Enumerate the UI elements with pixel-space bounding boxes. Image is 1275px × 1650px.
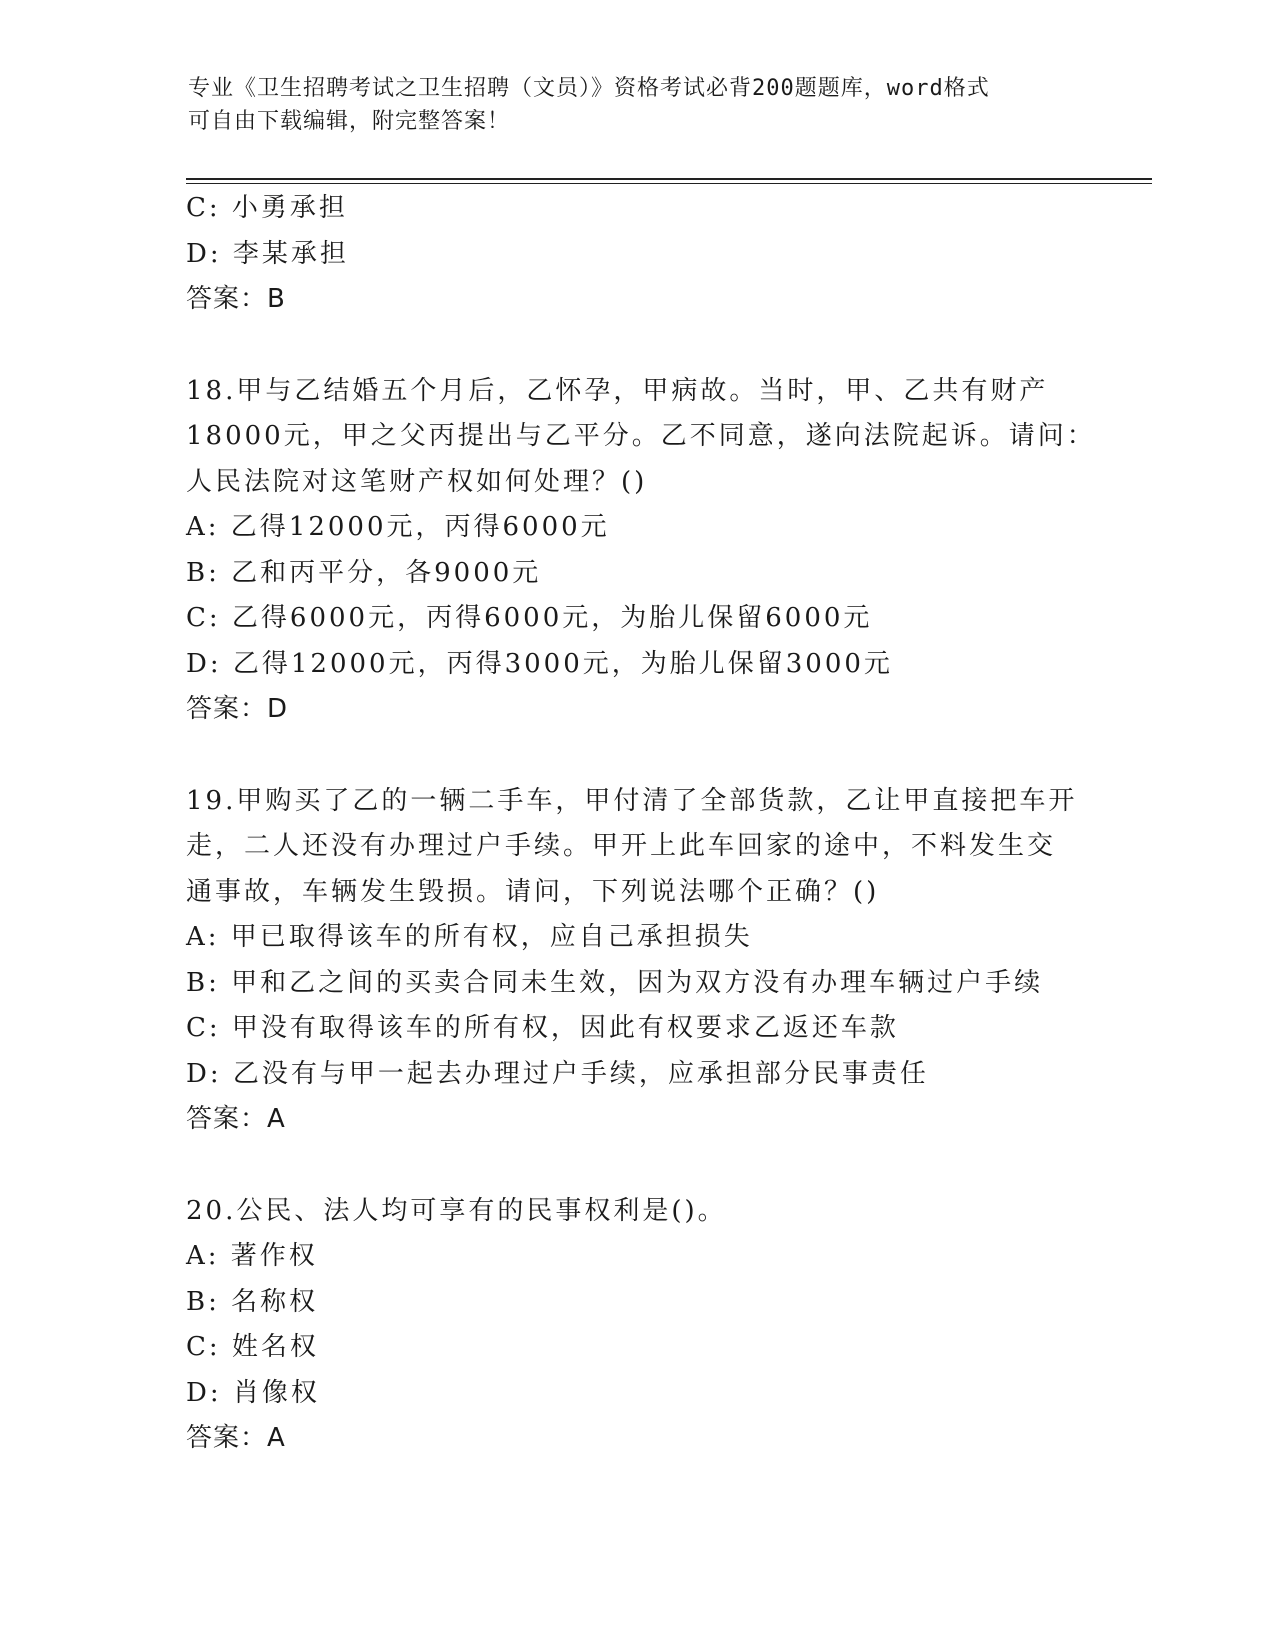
header-line-1: 专业《卫生招聘考试之卫生招聘（文员）》资格考试必背200题题库，word格式 — [188, 76, 990, 101]
question-text-line: 走，二人还没有办理过户手续。甲开上此车回家的途中，不料发生交 — [186, 831, 1057, 861]
option-d: D: 乙没有与甲一起去办理过户手续，应承担部分民事责任 — [186, 1058, 929, 1089]
document-header — [188, 72, 1068, 138]
option-c: C: 甲没有取得该车的所有权，因此有权要求乙返还车款 — [186, 1013, 899, 1043]
question-text-line: 18.甲与乙结婚五个月后，乙怀孕，甲病故。当时，甲、乙共有财产 — [186, 375, 1049, 406]
option-c: C: 乙得6000元，丙得6000元，为胎儿保留6000元 — [186, 603, 873, 633]
option-d: D: 肖像权 — [186, 1377, 320, 1408]
question-text-line: 通事故，车辆发生毁损。请问，下列说法哪个正确？() — [186, 876, 880, 907]
question-17-tail — [186, 186, 1086, 323]
question-18 — [186, 369, 1096, 733]
question-20 — [186, 1189, 1086, 1462]
header-line-2: 可自由下载编辑，附完整答案！ — [188, 109, 511, 134]
header-rule-thick — [186, 178, 1152, 180]
question-text-line: 18000元，甲之父丙提出与乙平分。乙不同意，遂向法院起诉。请问： — [186, 421, 1096, 451]
option-b: B: 甲和乙之间的买卖合同未生效，因为双方没有办理车辆过户手续 — [186, 967, 1044, 998]
question-text-line: 19.甲购买了乙的一辆二手车，甲付清了全部货款，乙让甲直接把车开 — [186, 785, 1078, 816]
option-d: D: 李某承担 — [186, 238, 349, 269]
spacer — [186, 1143, 1086, 1189]
question-list — [186, 186, 1096, 1462]
answer: 答案：A — [186, 1423, 286, 1453]
option-a: A: 甲已取得该车的所有权，应自己承担损失 — [186, 922, 753, 952]
question-19 — [186, 779, 1086, 1143]
header-rule-thin — [186, 183, 1152, 184]
answer: 答案：A — [186, 1104, 286, 1134]
option-c: C: 姓名权 — [186, 1332, 319, 1362]
option-b: B: 名称权 — [186, 1286, 319, 1317]
option-a: A: 著作权 — [186, 1241, 318, 1271]
option-d: D: 乙得12000元，丙得3000元，为胎儿保留3000元 — [186, 648, 893, 679]
answer: 答案：D — [186, 694, 289, 724]
spacer — [186, 323, 1086, 369]
option-c: C: 小勇承担 — [186, 193, 348, 223]
spacer — [186, 733, 1086, 779]
question-text-line: 人民法院对这笔财产权如何处理？() — [186, 466, 648, 497]
answer: 答案：B — [186, 284, 286, 314]
option-b: B: 乙和丙平分，各9000元 — [186, 557, 542, 588]
question-text-line: 20.公民、法人均可享有的民事权利是()。 — [186, 1195, 727, 1226]
option-a: A: 乙得12000元，丙得6000元 — [186, 512, 610, 542]
